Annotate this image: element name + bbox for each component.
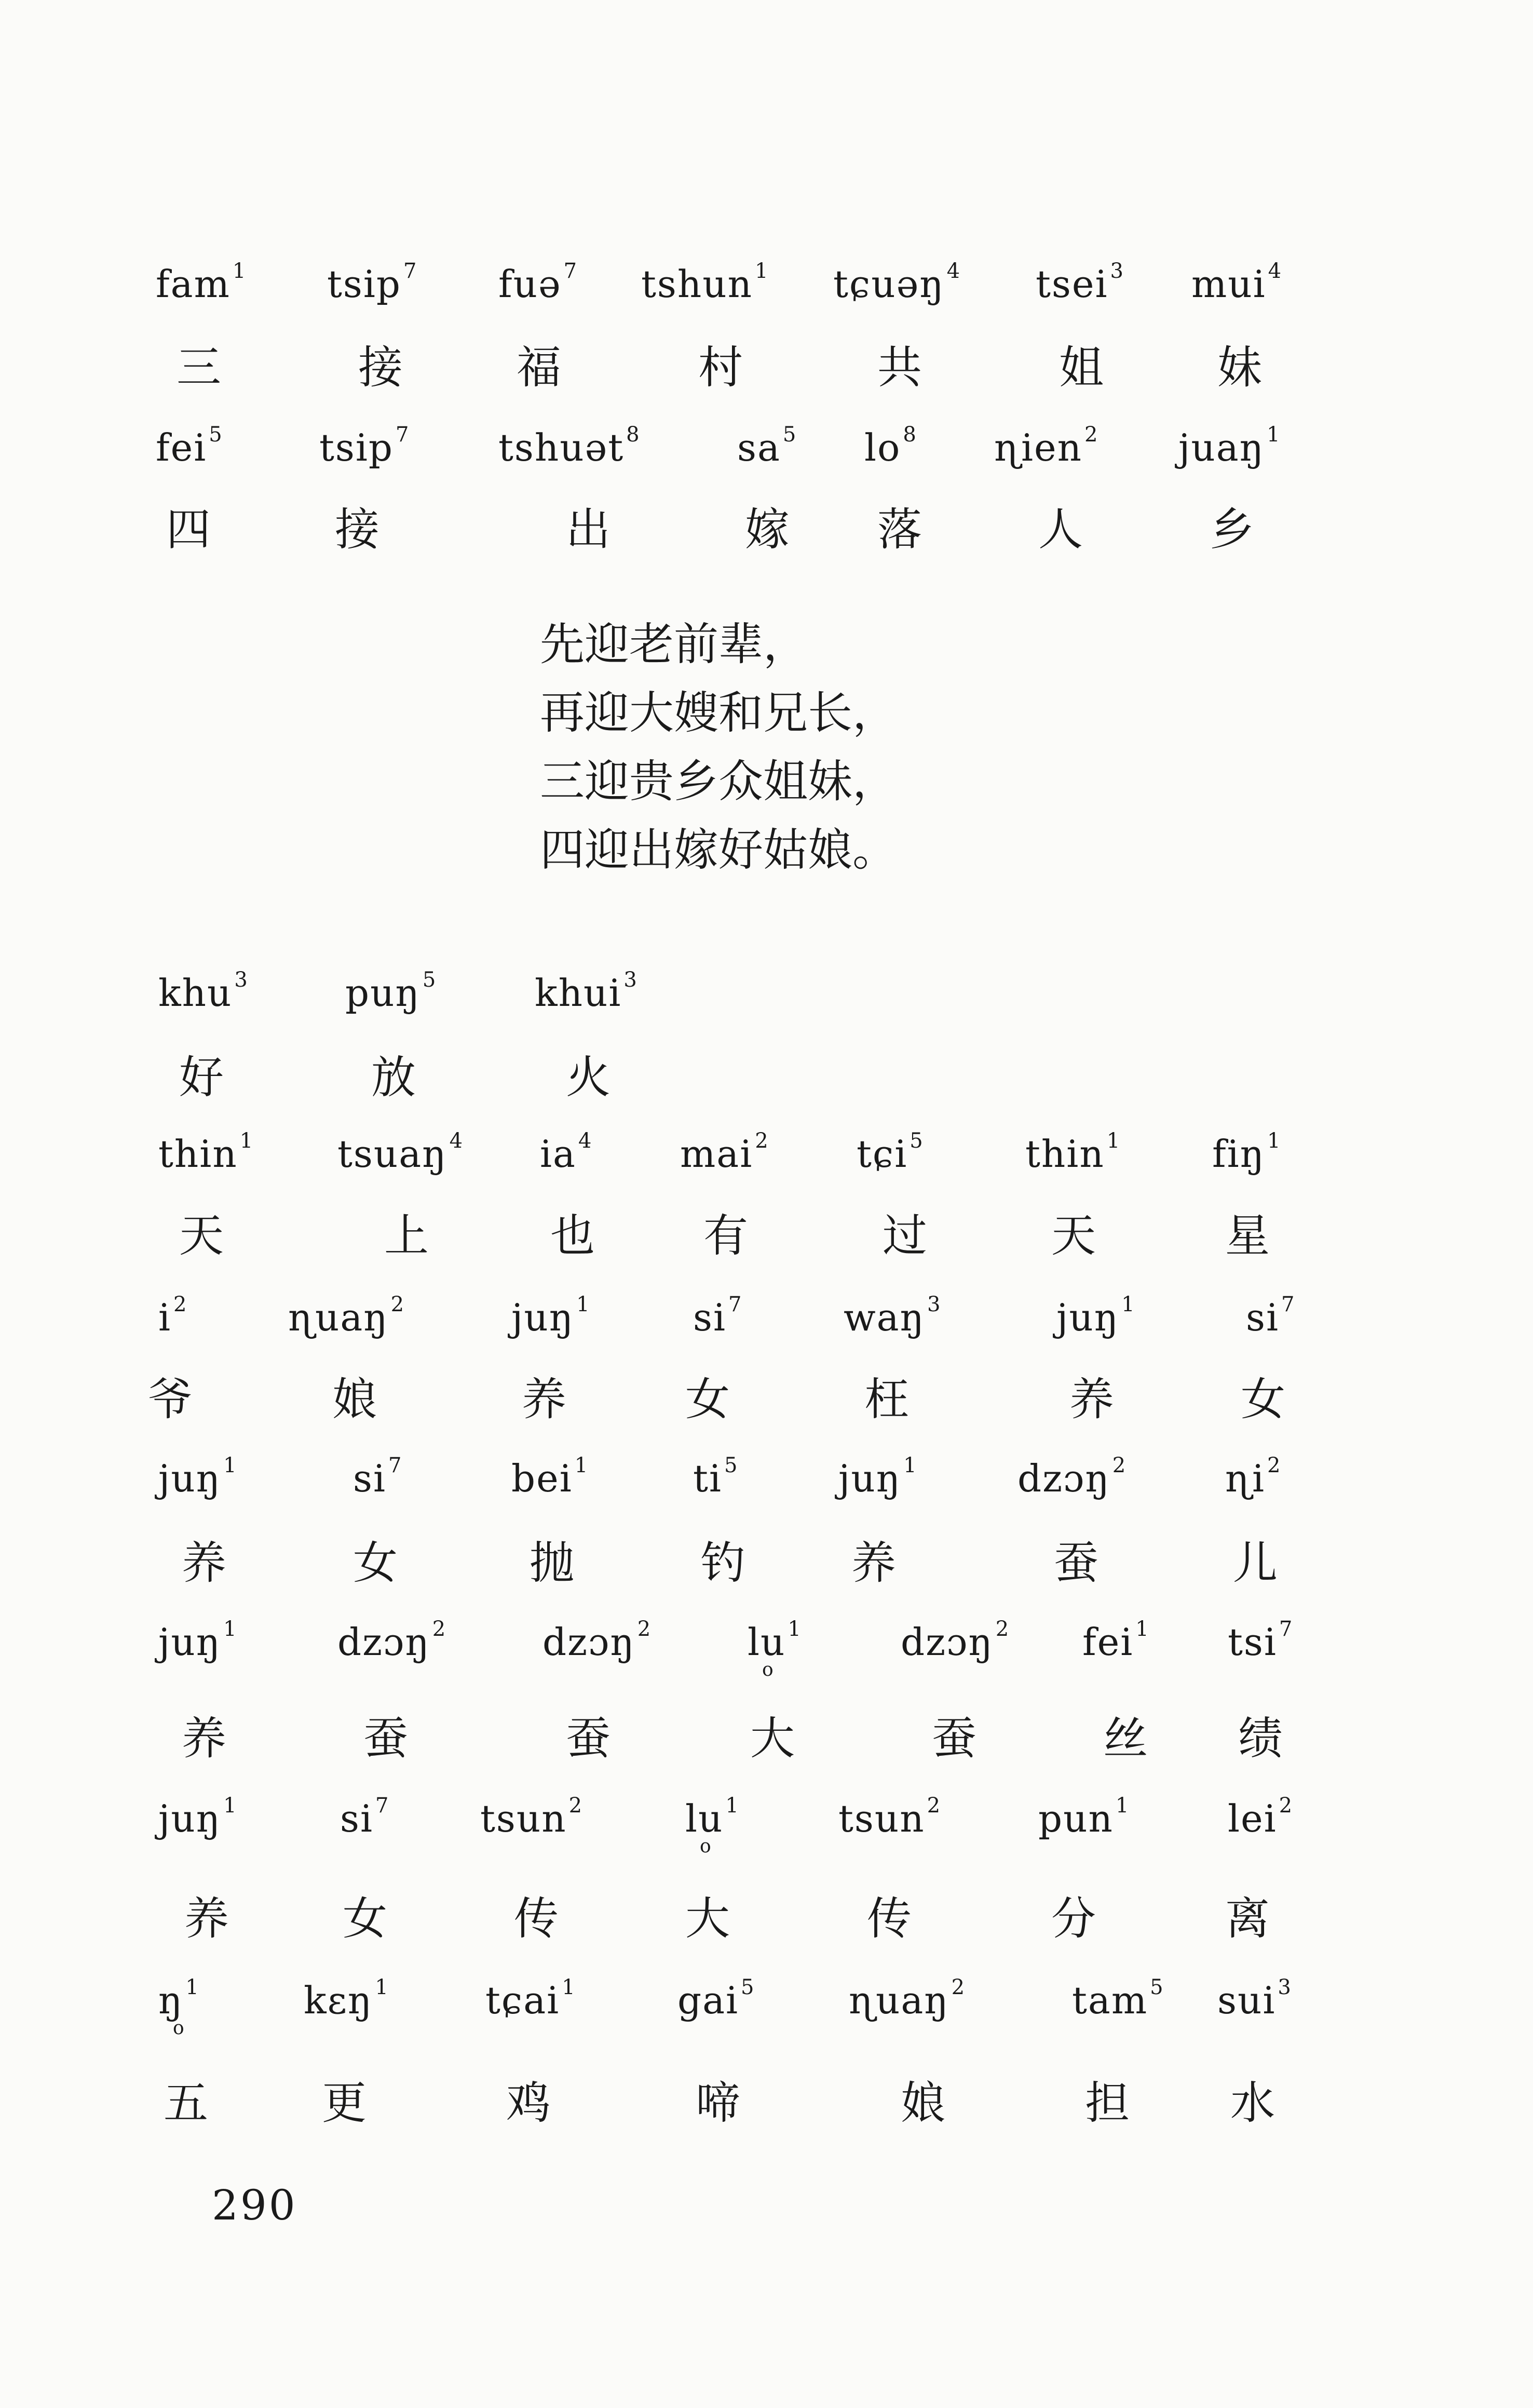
- syllable: tɕuəŋ $^4$: [833, 259, 961, 306]
- syllable: ɳuaŋ $^2$: [288, 1293, 405, 1339]
- character: 乡: [1210, 504, 1254, 556]
- gloss-row-6-characters: [0, 1527, 1533, 1631]
- gloss-row-5-characters: [0, 1363, 1533, 1467]
- syllable: si $^7$: [353, 1454, 403, 1500]
- character: 养: [522, 1374, 566, 1425]
- syllable: puŋ $^5$: [345, 968, 437, 1015]
- character: 落: [877, 504, 922, 556]
- character: 嫁: [745, 504, 790, 556]
- syllable: mui $^4$: [1191, 259, 1283, 306]
- syllable: tɕi $^5$: [857, 1129, 924, 1176]
- syllable: juŋ $^1$: [1056, 1293, 1136, 1339]
- character: 抛: [530, 1537, 574, 1589]
- syllable: sui $^3$: [1217, 1975, 1292, 2022]
- character: 传: [514, 1893, 559, 1945]
- syllable: thin $^1$: [158, 1129, 254, 1176]
- gloss-row-7-characters: [0, 1702, 1533, 1806]
- syllable: dzɔŋ $^2$: [542, 1617, 652, 1664]
- poem-line: 再迎大嫂和兄长，: [540, 687, 897, 739]
- character: 女: [353, 1537, 398, 1589]
- syllable: ɳi $^2$: [1225, 1454, 1282, 1500]
- syllable: tam $^5$: [1072, 1975, 1164, 2022]
- character: 鸡: [506, 2077, 551, 2129]
- syllable: dzɔŋ $^2$: [901, 1617, 1010, 1664]
- syllable: fei $^1$: [1082, 1617, 1150, 1664]
- syllable: tsip $^7$: [327, 259, 418, 306]
- character: 三: [177, 342, 221, 394]
- syllable: ŋ $^1$ o: [158, 1975, 200, 2039]
- character: 儿: [1233, 1537, 1278, 1589]
- character: 过: [883, 1210, 927, 1262]
- character: 水: [1230, 2077, 1275, 2129]
- character: 好: [179, 1052, 224, 1104]
- syllable: fiŋ $^1$: [1212, 1129, 1282, 1176]
- syllable: pun $^1$: [1038, 1794, 1130, 1840]
- syllable: lu $^1$ o: [685, 1794, 740, 1857]
- character: 枉: [864, 1374, 909, 1425]
- syllable: juŋ $^1$: [838, 1454, 918, 1500]
- character: 女: [685, 1374, 730, 1425]
- character: 蚕: [363, 1713, 408, 1765]
- syllable: ɳien $^2$: [994, 423, 1099, 469]
- poem-line: 三迎贵乡众姐妹，: [540, 756, 897, 808]
- character: 娘: [332, 1374, 377, 1425]
- character: 火: [566, 1052, 611, 1104]
- character: 绩: [1238, 1713, 1283, 1765]
- character: 有: [703, 1210, 748, 1262]
- syllable: waŋ $^3$: [844, 1293, 942, 1339]
- poem-translation: [540, 610, 897, 884]
- underdot-mark: o: [173, 2017, 185, 2039]
- character: 蚕: [566, 1713, 611, 1765]
- gloss-row-1-characters: [0, 331, 1533, 435]
- syllable: tsip $^7$: [319, 423, 410, 469]
- syllable: sa $^5$: [737, 423, 797, 469]
- syllable: i $^2$: [158, 1293, 188, 1339]
- gloss-row-4-characters: [0, 1200, 1533, 1303]
- syllable: bei $^1$: [511, 1454, 589, 1500]
- character: 也: [550, 1210, 595, 1262]
- syllable: juŋ $^1$: [511, 1293, 591, 1339]
- page-number: 290: [212, 2181, 297, 2229]
- syllable: lu $^1$ o: [748, 1617, 802, 1680]
- character: 离: [1225, 1893, 1270, 1945]
- character: 共: [877, 342, 922, 394]
- syllable: mai $^2$: [680, 1129, 769, 1176]
- syllable: si $^7$: [1246, 1293, 1296, 1339]
- underdot-mark: o: [762, 1659, 775, 1680]
- syllable: fam $^1$: [156, 259, 247, 306]
- syllable: tsun $^2$: [480, 1794, 584, 1840]
- character: 人: [1038, 504, 1083, 556]
- syllable: tshuət $^8$: [498, 423, 641, 469]
- character: 上: [384, 1210, 429, 1262]
- syllable: juaŋ $^1$: [1178, 423, 1281, 469]
- character: 更: [322, 2077, 367, 2129]
- character: 放: [371, 1052, 416, 1104]
- syllable: kɛŋ $^1$: [304, 1975, 389, 2022]
- character: 接: [358, 342, 403, 394]
- character: 养: [851, 1537, 896, 1589]
- gloss-row-2-characters: [0, 493, 1533, 597]
- character: 蚕: [932, 1713, 976, 1765]
- gloss-row-9-characters: [0, 2067, 1533, 2171]
- syllable: tshun $^1$: [641, 259, 769, 306]
- syllable: si $^7$: [693, 1293, 743, 1339]
- character: 大: [750, 1713, 795, 1765]
- character: 养: [1069, 1374, 1114, 1425]
- character: 钓: [701, 1537, 745, 1589]
- syllable: juŋ $^1$: [158, 1794, 238, 1840]
- character: 接: [335, 504, 379, 556]
- character: 女: [343, 1893, 387, 1945]
- syllable: ia $^4$: [540, 1129, 593, 1176]
- underdot-mark: o: [700, 1836, 712, 1857]
- character: 大: [685, 1893, 730, 1945]
- character: 天: [179, 1210, 224, 1262]
- syllable: tɕai $^1$: [485, 1975, 576, 2022]
- character: 四: [166, 504, 211, 556]
- character: 妹: [1217, 342, 1262, 394]
- poem-line: 先迎老前辈，: [540, 618, 808, 670]
- syllable: tsei $^3$: [1036, 259, 1124, 306]
- character: 星: [1225, 1210, 1270, 1262]
- character: 娘: [901, 2077, 945, 2129]
- syllable: dzɔŋ $^2$: [1018, 1454, 1127, 1500]
- syllable: dzɔŋ $^2$: [337, 1617, 447, 1664]
- character: 担: [1085, 2077, 1130, 2129]
- character: 传: [867, 1893, 912, 1945]
- character: 女: [1241, 1374, 1285, 1425]
- syllable: ti $^5$: [693, 1454, 739, 1500]
- syllable: tsun $^2$: [838, 1794, 942, 1840]
- character: 养: [182, 1537, 226, 1589]
- gloss-row-8-characters: [0, 1882, 1533, 1986]
- character: 养: [182, 1713, 226, 1765]
- syllable: khui $^3$: [535, 968, 638, 1015]
- character: 五: [164, 2077, 208, 2129]
- syllable: ɳuaŋ $^2$: [849, 1975, 966, 2022]
- syllable: si $^7$: [340, 1794, 390, 1840]
- syllable: lo $^8$: [864, 423, 917, 469]
- syllable: khu $^3$: [158, 968, 249, 1015]
- syllable: fuə $^7$: [498, 259, 578, 306]
- character: 爷: [148, 1374, 193, 1425]
- character: 丝: [1103, 1713, 1148, 1765]
- syllable: fei $^5$: [156, 423, 223, 469]
- poem-line: 四迎出嫁好姑娘。: [540, 824, 897, 876]
- syllable: thin $^1$: [1025, 1129, 1121, 1176]
- syllable: tsi $^7$: [1228, 1617, 1294, 1664]
- character: 村: [698, 342, 743, 394]
- character: 分: [1051, 1893, 1096, 1945]
- syllable: lei $^2$: [1228, 1794, 1294, 1840]
- character: 养: [184, 1893, 229, 1945]
- character: 出: [566, 504, 611, 556]
- character: 蚕: [1054, 1537, 1098, 1589]
- character: 啼: [696, 2077, 740, 2129]
- syllable: juŋ $^1$: [158, 1454, 238, 1500]
- character: 天: [1051, 1210, 1096, 1262]
- character: 福: [517, 342, 561, 394]
- syllable: gai $^5$: [677, 1975, 755, 2022]
- syllable: tsuaŋ $^4$: [337, 1129, 464, 1176]
- syllable: juŋ $^1$: [158, 1617, 238, 1664]
- character: 姐: [1059, 342, 1104, 394]
